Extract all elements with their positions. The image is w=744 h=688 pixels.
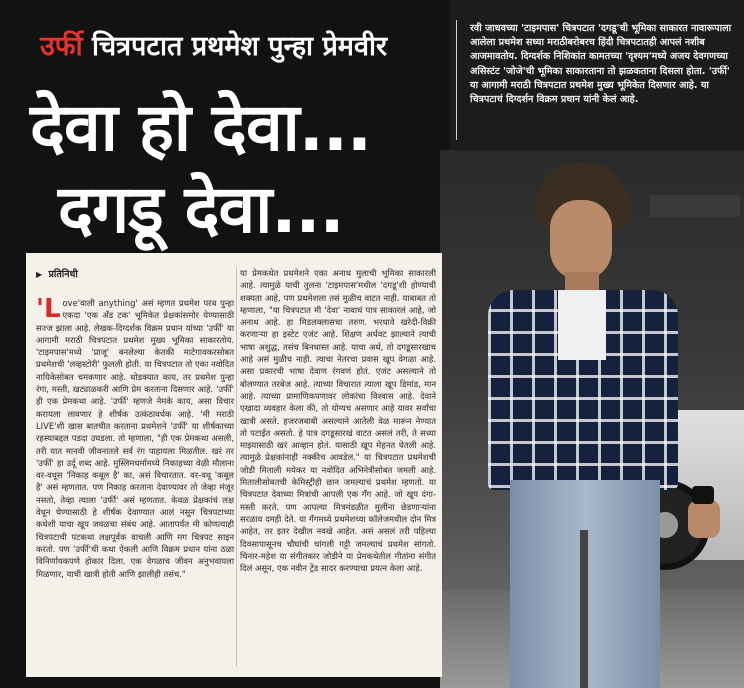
byline-text: प्रतिनिधी (48, 269, 78, 280)
intro-paragraph: रवी जाधवच्या 'टाइमपास' चित्रपटात 'दगडू'ची भूमिका साकारत नावारूपाला आलेला प्रथमेश सध्या मराठीबरोबरच हिंदी चित्रपटातही आपलं नशीब आजमावतोय. दिग्दर्शक निशिकांत कामतच्या 'दृश्यम'मध्ये अजय देवगणच्या असिस्टंट 'जोजे'ची भूमिका साकारताना तो झळकताना दिसला होता. 'उर्फी' या आगामी मराठी चित्रपटात प्रथमेश मुख्य भूमिकेत दिसणार आहे. या चित्रपटाचं दिग्दर्शन विक्रम प्रधान यांनी केलं आहे. (470, 23, 732, 106)
kicker (40, 26, 387, 63)
column-2-text: या प्रेमकथेत प्रथमेशने एका अनाथ मुलाची भूमिका साकारली आहे. त्यामुळे याची तुलना 'टाइमपास'मधील 'दगडू'शी होण्याची शक्यता आहे, पण प्रथमेशला तसं मुळीच वाटत नाही. याबाबत तो म्हणाला, "या चित्रपटात मी 'देवा' नावाचं पात्र साकारलं आहे, जो अनाथ आहे. हा मिडलक्लासचा तरुण. भरधावे खरेदी-विक्री करणाऱ्या हा इस्टेट एजंट आहे. शिक्षण अर्धवट झाल्याने त्याची भाषा अशुद्ध, तसंच बिनधास्त आहे. याचा अर्थ, तो दगडूसारखाच आहे असं मुळीच नाही. त्याचा नेतरचा प्रवास खूप वेगळा आहे. असा प्रकारची भाषा देवाण रंगवणं होतं. एजंट असल्याने तो बोलण्यात तरबेज आहे. त्याच्या विचारात त्याला खूप डिमांड, मान आहे. त्याच्या प्रामाणिकपणावर लोकांचा विश्वास आहे. देवाने एखादा व्यवहार केला की, तो योग्यच असणार आहे यावर सर्वांचा खात्री असते. हजरजबाबी असल्याने आतेली वेळ मारून नेण्यात तो पटाईत असतो. हे पात्र दगडूसारखं वाटत असलं तरी, ते सध्या माझ्यासाठी खरं आव्हान होतं. यासाठी खूप मेहनत घेतली आहे. त्यामुळे प्रेक्षकांनाही नक्कीच आवडेल." या चित्रपटात प्रथमेशची जोडी मिताली मयेकर या नवोदित अभिनेत्रीसोबत जमली आहे. मितालीसोबतची केमिस्ट्रीही छान जमल्याचं प्रथमेश म्हणतो. या चित्रपटात देवाच्या मित्रांची आपली एक गँग आहे. जो खूप दंगा-मस्ती करते. पण आपल्या मित्रमंडळीत मुलींना छेडणाऱ्यांना सरळाव दमही देते. या गॅंगमध्ये प्रथमेशच्या कॉलेजमधील दोन मित्र आहेत, तर इतर देखील नवखे आहेत. असं असलं तरी पहिल्या दिवसापासूनच चौघांची चांगली गट्टी जमल्याचं प्रथमेश सांगतो. चिनार-महेश या संगीतकार जोडीने या प्रेमकथेतील गीतांना संगीत दिलं असून, एक नवीन ट्रेंड सादर करण्याचा प्रयत्न केला आहे. (240, 268, 436, 574)
hand (688, 500, 720, 538)
triangle-right-icon: ▶ (36, 270, 43, 279)
article-box (26, 253, 442, 677)
headline-line-1: देवा हो देवा... (30, 89, 371, 166)
wrist-watch (692, 486, 714, 504)
article-column-2 (240, 267, 436, 574)
article-column-1 (36, 294, 234, 580)
kicker-text: चित्रपटात प्रथमेश पुन्हा प्रेमवीर (92, 31, 388, 62)
kicker-highlight: उर्फी (40, 31, 83, 62)
drop-cap: 'L (36, 294, 61, 324)
white-tshirt (558, 290, 606, 360)
byline (36, 267, 78, 280)
vertical-divider (456, 20, 457, 140)
headline-line-2: दगडू देवा... (58, 171, 344, 248)
column-divider (236, 267, 237, 667)
jeans-gap (580, 530, 588, 688)
actor-photo (440, 150, 744, 688)
column-1-text: ove'वाली anything' असं म्हणत प्रथमेश परब पुन्हा एकदा 'एक अँड टक' भूमिकेत प्रेक्षकांसमोर येण्यासाठी सज्ज झाला आहे. लेखक-दिग्दर्शक विक्रम प्रधान यांच्या 'उर्फी' या आगामी मराठी चित्रपटात प्रथमेश मुख्य भूमिका साकारतोय. 'टाइमपास'मध्ये 'प्राजू' बनलेल्या केतकी माटेगावकरसोबत प्रथमेशची 'लव्हस्टोरी' फुलली होती. या चित्रपटात तो एका नवोदित नायिकेसोबत चमकणार आहे. थोडक्यात काय, तर प्रथमेश पुन्हा रंगा, मस्ती, खट्याळकरी आणि प्रेम करताना दिसणार आहे. 'उर्फी' ही एक प्रेमकथा आहे. 'उर्फी' म्हणजे नेमके काय, असा विचार करायला लावणार हे शीर्षक उत्कंठावर्धक आहे. 'मी मराठी LIVE'शी खास बातचीत करताना प्रथमेशने 'उर्फी' या शीर्षकाच्या रहस्याबद्दल पडदा उघडला. तो म्हणाला, "ही एक प्रेमकथा असली, तरी यात मानवी जीवनातले सर्व रंग पाहायला मिळतील. खरं तर 'उर्फी' हा उर्दू शब्द आहे. मुस्लिमधर्मामध्ये निकाहच्या वेळी मौलाना वर-वधूस 'निकाह कबूल है' का, असं विचारतात. वर-वधू 'कबूल है' असं म्हणतात. पण निकाह करताना देवाण्यावर तो जेव्हा मंजूर नसतो, तेव्हा त्याला 'उर्फी' असं म्हणतात. केवळ प्रेक्षकांचं लक्ष वेधून घेण्यासाठी हे शीर्षक देवाण्यात आलं नसून चित्रपटाच्या कथेशी याचा खूप जवळचा संबंध आहे. आतापर्यंत मी कोणत्याही चित्रपटाची पटकथा लक्षपूर्वक वाचली आणि मग चित्रपट साइन करतो. पण 'उर्फी'ची कथा ऐकली आणि विक्रम प्रधान यांना ठळा विनिर्णायकपणे होकार दिला. एक वेगळाच जीवन अनुभवायला मिळणार, याची खात्री होती आणि झालीही तसंच." (36, 298, 234, 579)
garage-sign (650, 195, 740, 217)
person-face (550, 200, 612, 280)
